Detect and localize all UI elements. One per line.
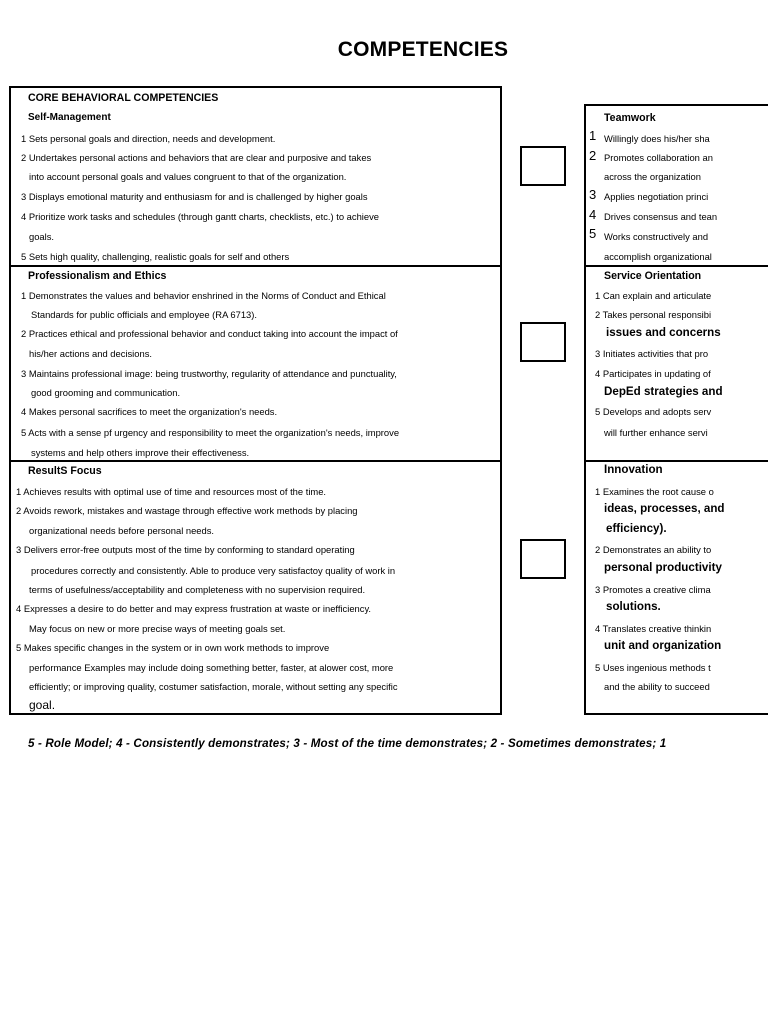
tw-num: 5 — [589, 226, 597, 241]
self-management-title: Self-Management — [28, 112, 111, 123]
so-line: 1 Can explain and articulate — [595, 290, 712, 301]
pe-line: systems and help others improve their effectiveness. — [31, 447, 250, 458]
tw-line: Drives consensus and tean — [604, 211, 718, 222]
sm-line: 4 Prioritize work tasks and schedules (through gantt charts, checklists, etc.) to achieve — [21, 211, 379, 222]
tw-num: 4 — [589, 207, 597, 222]
section-divider — [584, 265, 768, 267]
section-divider — [584, 460, 768, 462]
rf-line: procedures correctly and consistently. Able to produce very satisfactoy quality of work in — [31, 565, 396, 576]
in-line: solutions. — [606, 600, 661, 613]
tw-num: 3 — [589, 187, 597, 202]
tw-line: across the organization — [604, 171, 701, 182]
sm-line: into account personal goals and values congruent to that of the organization. — [29, 171, 347, 182]
professionalism-title: Professionalism and Ethics — [28, 270, 167, 282]
page-title: COMPETENCIES — [337, 38, 509, 61]
results-focus-title: ResultS Focus — [28, 465, 102, 477]
sm-line: goals. — [29, 231, 55, 242]
in-line: ideas, processes, and — [604, 502, 725, 515]
rf-line: organizational needs before personal needs. — [29, 525, 215, 536]
pe-line: good grooming and communication. — [31, 387, 181, 398]
tw-num: 1 — [589, 128, 597, 143]
in-line: 2 Demonstrates an ability to — [595, 544, 712, 555]
tw-line: accomplish organizational — [604, 251, 712, 262]
rf-line: 5 Makes specific changes in the system or in own work methods to improve — [16, 642, 330, 653]
sm-line: 5 Sets high quality, challenging, realistic goals for self and others — [21, 251, 290, 262]
sm-line: 1 Sets personal goals and direction, needs and development. — [21, 133, 276, 144]
tw-line: Promotes collaboration an — [604, 152, 713, 163]
pe-line: 5 Acts with a sense pf urgency and responsibility to meet the organization's needs, improve — [21, 427, 400, 438]
so-line: will further enhance servi — [604, 427, 708, 438]
in-line: 3 Promotes a creative clima — [595, 584, 711, 595]
tw-line: Willingly does his/her sha — [604, 133, 710, 144]
section-divider — [9, 460, 502, 462]
rf-line: performance Examples may include doing something better, faster, at alower cost, more — [29, 662, 394, 673]
so-line: issues and concerns — [606, 326, 721, 339]
tw-num: 2 — [589, 148, 597, 163]
rf-line: goal. — [29, 698, 56, 712]
self-management-rating-box[interactable] — [520, 146, 566, 186]
so-line: DepEd strategies and — [604, 385, 723, 398]
innovation-title: Innovation — [604, 463, 663, 476]
in-line: efficiency). — [606, 522, 667, 535]
teamwork-title: Teamwork — [604, 112, 656, 124]
results-focus-rating-box[interactable] — [520, 539, 566, 579]
rf-line: 1 Achieves results with optimal use of time and resources most of the time. — [16, 486, 327, 497]
in-line: and the ability to succeed — [604, 681, 710, 692]
service-orientation-title: Service Orientation — [604, 270, 702, 282]
so-line: 3 Initiates activities that pro — [595, 348, 709, 359]
tw-line: Applies negotiation princi — [604, 191, 709, 202]
so-line: 4 Participates in updating of — [595, 368, 711, 379]
so-line: 5 Develops and adopts serv — [595, 406, 712, 417]
in-line: unit and organization — [604, 639, 722, 652]
rf-line: 2 Avoids rework, mistakes and wastage through effective work methods by placing — [16, 505, 358, 516]
pe-line: his/her actions and decisions. — [29, 348, 152, 359]
in-line: 5 Uses ingenious methods t — [595, 662, 711, 673]
rf-line: terms of usefulness/acceptability and completeness with no supervision required. — [29, 584, 366, 595]
pe-line: 4 Makes personal sacrifices to meet the organization's needs. — [21, 406, 278, 417]
rf-line: 4 Expresses a desire to do better and may express frustration at waste or inefficiency. — [16, 603, 372, 614]
rf-line: efficiently; or improving quality, costumer satisfaction, morale, without setting any specific — [29, 681, 398, 692]
rating-legend: 5 - Role Model; 4 - Consistently demonstrates; 3 - Most of the time demonstrates; 2 - Sometimes demonstrates; 1 — [28, 737, 667, 750]
section-divider — [9, 265, 502, 267]
in-line: 1 Examines the root cause o — [595, 486, 714, 497]
rf-line: 3 Delivers error-free outputs most of the time by conforming to standard operating — [16, 544, 355, 555]
so-line: 2 Takes personal responsibi — [595, 309, 712, 320]
pe-line: 2 Practices ethical and professional behavior and conduct taking into account the impact of — [21, 328, 398, 339]
tw-line: Works constructively and — [604, 231, 709, 242]
sm-line: 3 Displays emotional maturity and enthusiasm for and is challenged by higher goals — [21, 191, 368, 202]
rf-line: May focus on new or more precise ways of meeting goals set. — [29, 623, 286, 634]
pe-line: 1 Demonstrates the values and behavior enshrined in the Norms of Conduct and Ethical — [21, 290, 386, 301]
professionalism-rating-box[interactable] — [520, 322, 566, 362]
sm-line: 2 Undertakes personal actions and behaviors that are clear and purposive and takes — [21, 152, 372, 163]
core-header: CORE BEHAVIORAL COMPETENCIES — [28, 92, 219, 104]
in-line: 4 Translates creative thinkin — [595, 623, 712, 634]
in-line: personal productivity — [604, 561, 722, 574]
pe-line: 3 Maintains professional image: being trustworthy, regularity of attendance and punctuality, — [21, 368, 397, 379]
pe-line: Standards for public officials and employee (RA 6713). — [31, 309, 257, 320]
